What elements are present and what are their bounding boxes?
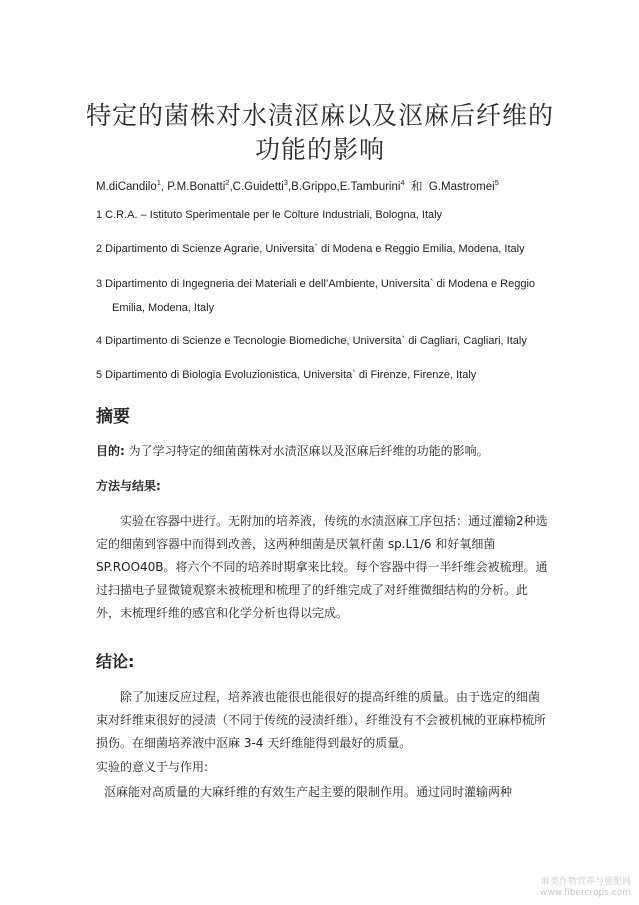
author-conjunction: 和 (404, 181, 429, 193)
conclusion-paragraph: 除了加速反应过程，培养液也能很也能很好的提高纤维的质量。由于选定的细菌束对纤维束很好的浸渍（不同于传统的浸渍纤维），纤维没有不会被机械的亚麻栉梳所损伤。在细菌培养液中沤麻 3-4 天纤维能得到最好的质量。 (96, 690, 547, 750)
paper-title-line-1: 特定的菌株对水渍沤麻以及沤麻后纤维的 (85, 101, 554, 130)
site-watermark (501, 877, 631, 899)
affiliation-3-continued (96, 296, 566, 321)
affiliation-5: 5 Dipartimento di Biologia Evoluzionistica, Universita` di Firenze, Firenze, Italy (96, 369, 477, 381)
paper-title-line-2: 功能的影响 (254, 135, 385, 164)
author-name: M.diCandilo (96, 181, 157, 193)
author-affil-mark: 5 (494, 178, 499, 188)
watermark-site-name: 麻类作物营养与施肥网 (540, 877, 631, 887)
author-affil-mark: 3 (283, 178, 288, 188)
significance-paragraph: 沤麻能对高质量的大麻纤维的有效生产起主要的限制作用。通过同时灌输两种 (104, 785, 513, 799)
author-name: ,B.Grippo,E.Tamburini (287, 181, 401, 193)
affiliation-2: 2 Dipartimento di Scienze Agrarie, Universita` di Modena e Reggio Emilia, Modena, Italy (96, 243, 525, 255)
affiliation-1: 1 C.R.A. – Istituto Sperimentale per le Colture Industriali, Bologna, Italy (96, 209, 443, 221)
author-affil-mark: 1 (156, 178, 161, 188)
purpose-label: 目的: (96, 444, 125, 458)
methods-label: 方法与结果: (96, 479, 161, 493)
abstract-heading: 摘要 (96, 407, 130, 427)
author-name: , P.M.Bonatti (160, 181, 226, 193)
author-name: ,C.Guidetti (229, 181, 284, 193)
affiliation-3-line-2: Emilia, Modena, Italy (112, 302, 215, 314)
watermark-site-url: www.fibercrops.com (540, 888, 631, 898)
affiliation-3: 3 Dipartimento di Ingegneria dei Materiali e dell’Ambiente, Universita` di Modena e Reggio (96, 278, 536, 290)
author-affil-mark: 4 (400, 178, 405, 188)
affiliation-4: 4 Dipartimento di Scienze e Tecnologie Biomediche, Universita` di Cagliari, Cagliari, Italy (96, 335, 527, 347)
author-list (96, 178, 499, 194)
methods-paragraph: 实验在容器中进行。无附加的培养液，传统的水渍沤麻工序包括：通过灌输2种选定的细菌到容器中而得到改善，这两种细菌是厌氧杆菌 sp.L1/6 和好氧细菌 SP.ROO40B。将六个不同的培养时期拿来比较。每个容器中得一半纤维会被梳理。通过扫描电子显微镜观察未被梳理和梳理了的纤维完成了对纤维微细结构的分析。此外，未梳理纤维的感官和化学分析也得以完成。 (96, 514, 548, 620)
purpose-paragraph (96, 440, 551, 463)
purpose-text: 为了学习特定的细菌菌株对水渍沤麻以及沤麻后纤维的功能的影响。 (124, 444, 489, 458)
author-affil-mark: 2 (225, 178, 230, 188)
significance-label: 实验的意义于与作用: (96, 760, 209, 774)
conclusion-heading: 结论: (96, 652, 135, 671)
author-name: G.Mastromei (428, 181, 495, 193)
